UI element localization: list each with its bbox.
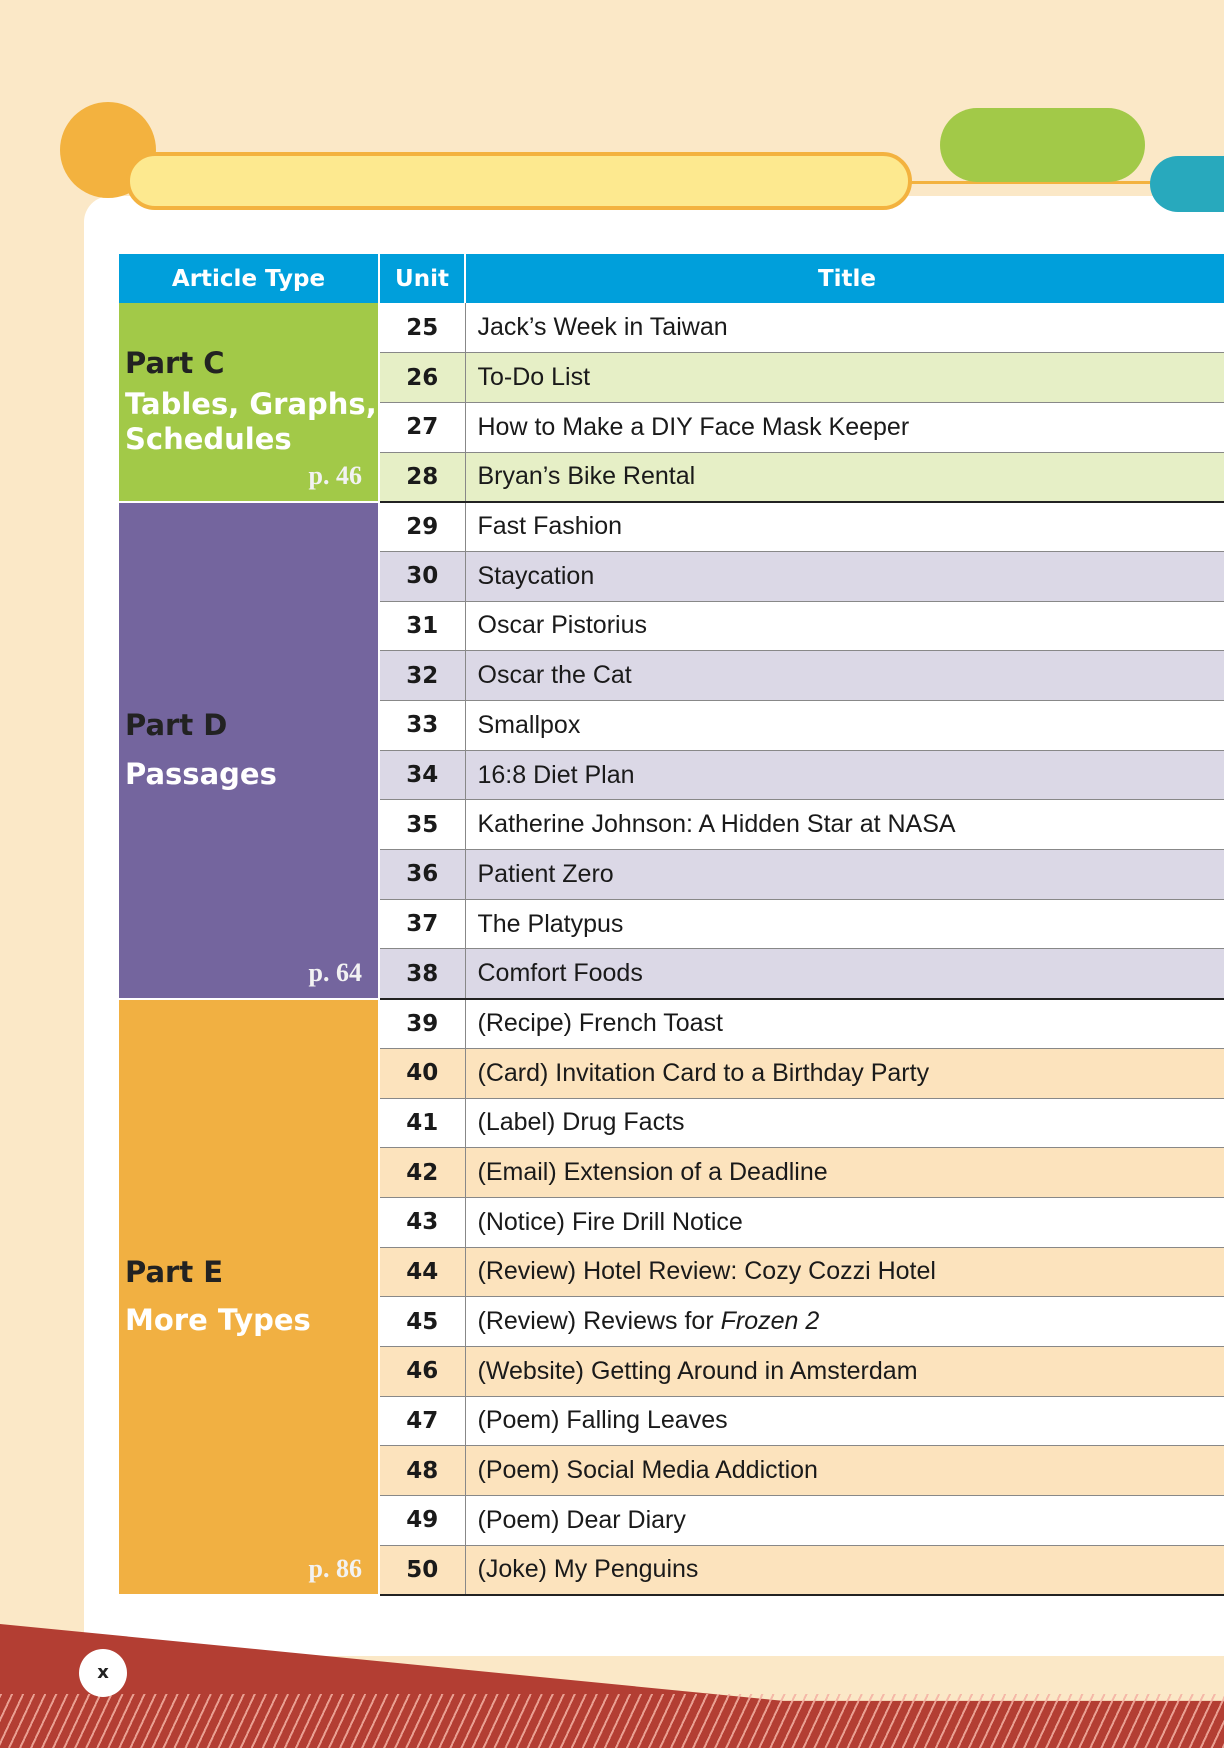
header-unit: Unit <box>379 254 465 303</box>
contents-table <box>119 254 1224 1596</box>
page-number: x <box>79 1649 127 1697</box>
unit-title: (Website) Getting Around in Amsterdam <box>465 1346 1224 1396</box>
unit-number: 34 <box>379 750 465 800</box>
footer-stripes <box>0 1694 1224 1748</box>
unit-number: 43 <box>379 1197 465 1247</box>
unit-title: Smallpox <box>465 701 1224 751</box>
unit-number: 35 <box>379 800 465 850</box>
unit-title: Jack’s Week in Taiwan <box>465 303 1224 353</box>
table-row <box>119 303 1224 353</box>
header-article-type: Article Type <box>119 254 379 303</box>
unit-number: 25 <box>379 303 465 353</box>
unit-number: 37 <box>379 899 465 949</box>
part-d-cell <box>119 502 379 999</box>
part-c-subtitle: Tables, Graphs, Schedules <box>125 386 377 457</box>
table-header-row <box>119 254 1224 303</box>
unit-number: 41 <box>379 1098 465 1148</box>
part-e-subtitle: More Types <box>125 1303 311 1338</box>
unit-title: (Notice) Fire Drill Notice <box>465 1197 1224 1247</box>
unit-number: 46 <box>379 1346 465 1396</box>
unit-number: 50 <box>379 1545 465 1595</box>
unit-title: Bryan’s Bike Rental <box>465 452 1224 502</box>
unit-title: (Email) Extension of a Deadline <box>465 1148 1224 1198</box>
unit-title-italic: Frozen 2 <box>720 1307 820 1336</box>
part-c-label: Part C <box>125 346 225 381</box>
unit-title: (Poem) Falling Leaves <box>465 1396 1224 1446</box>
unit-number: 28 <box>379 452 465 502</box>
unit-number: 47 <box>379 1396 465 1446</box>
unit-title-text: (Review) Reviews for <box>477 1307 721 1336</box>
part-e-page: p. 86 <box>308 1553 362 1583</box>
unit-number: 36 <box>379 850 465 900</box>
table-row <box>119 999 1224 1049</box>
unit-number: 44 <box>379 1247 465 1297</box>
unit-title: Oscar the Cat <box>465 651 1224 701</box>
part-d-page: p. 64 <box>308 957 362 987</box>
part-d-label: Part D <box>125 708 228 743</box>
unit-title: (Label) Drug Facts <box>465 1098 1224 1148</box>
unit-title: (Poem) Social Media Addiction <box>465 1446 1224 1496</box>
unit-title: How to Make a DIY Face Mask Keeper <box>465 402 1224 452</box>
unit-title: (Card) Invitation Card to a Birthday Party <box>465 1048 1224 1098</box>
unit-title: Comfort Foods <box>465 949 1224 999</box>
table-row <box>119 502 1224 552</box>
part-c-page: p. 46 <box>308 460 362 490</box>
part-c-cell <box>119 303 379 502</box>
unit-number: 33 <box>379 701 465 751</box>
unit-number: 42 <box>379 1148 465 1198</box>
unit-number: 27 <box>379 402 465 452</box>
unit-title: Katherine Johnson: A Hidden Star at NASA <box>465 800 1224 850</box>
unit-number: 49 <box>379 1496 465 1546</box>
unit-title: Oscar Pistorius <box>465 601 1224 651</box>
unit-number: 30 <box>379 551 465 601</box>
unit-number: 45 <box>379 1297 465 1347</box>
unit-number: 38 <box>379 949 465 999</box>
decorative-teal-pill <box>1150 156 1224 212</box>
part-e-label: Part E <box>125 1254 224 1289</box>
unit-number: 26 <box>379 353 465 403</box>
unit-title: (Joke) My Penguins <box>465 1545 1224 1595</box>
unit-title: Patient Zero <box>465 850 1224 900</box>
decorative-green-pill <box>940 108 1145 182</box>
unit-title: The Platypus <box>465 899 1224 949</box>
unit-title: (Review) Hotel Review: Cozy Cozzi Hotel <box>465 1247 1224 1297</box>
unit-number: 48 <box>379 1446 465 1496</box>
unit-number: 39 <box>379 999 465 1049</box>
unit-number: 29 <box>379 502 465 552</box>
unit-title: (Recipe) French Toast <box>465 999 1224 1049</box>
unit-title: Fast Fashion <box>465 502 1224 552</box>
unit-title: Staycation <box>465 551 1224 601</box>
unit-number: 31 <box>379 601 465 651</box>
unit-title: To-Do List <box>465 353 1224 403</box>
unit-title <box>465 1297 1224 1347</box>
header-title: Title <box>465 254 1224 303</box>
unit-title: (Poem) Dear Diary <box>465 1496 1224 1546</box>
unit-title: 16:8 Diet Plan <box>465 750 1224 800</box>
unit-number: 32 <box>379 651 465 701</box>
part-e-cell <box>119 999 379 1595</box>
part-d-subtitle: Passages <box>125 756 277 791</box>
unit-number: 40 <box>379 1048 465 1098</box>
decorative-yellow-bar <box>126 152 912 210</box>
